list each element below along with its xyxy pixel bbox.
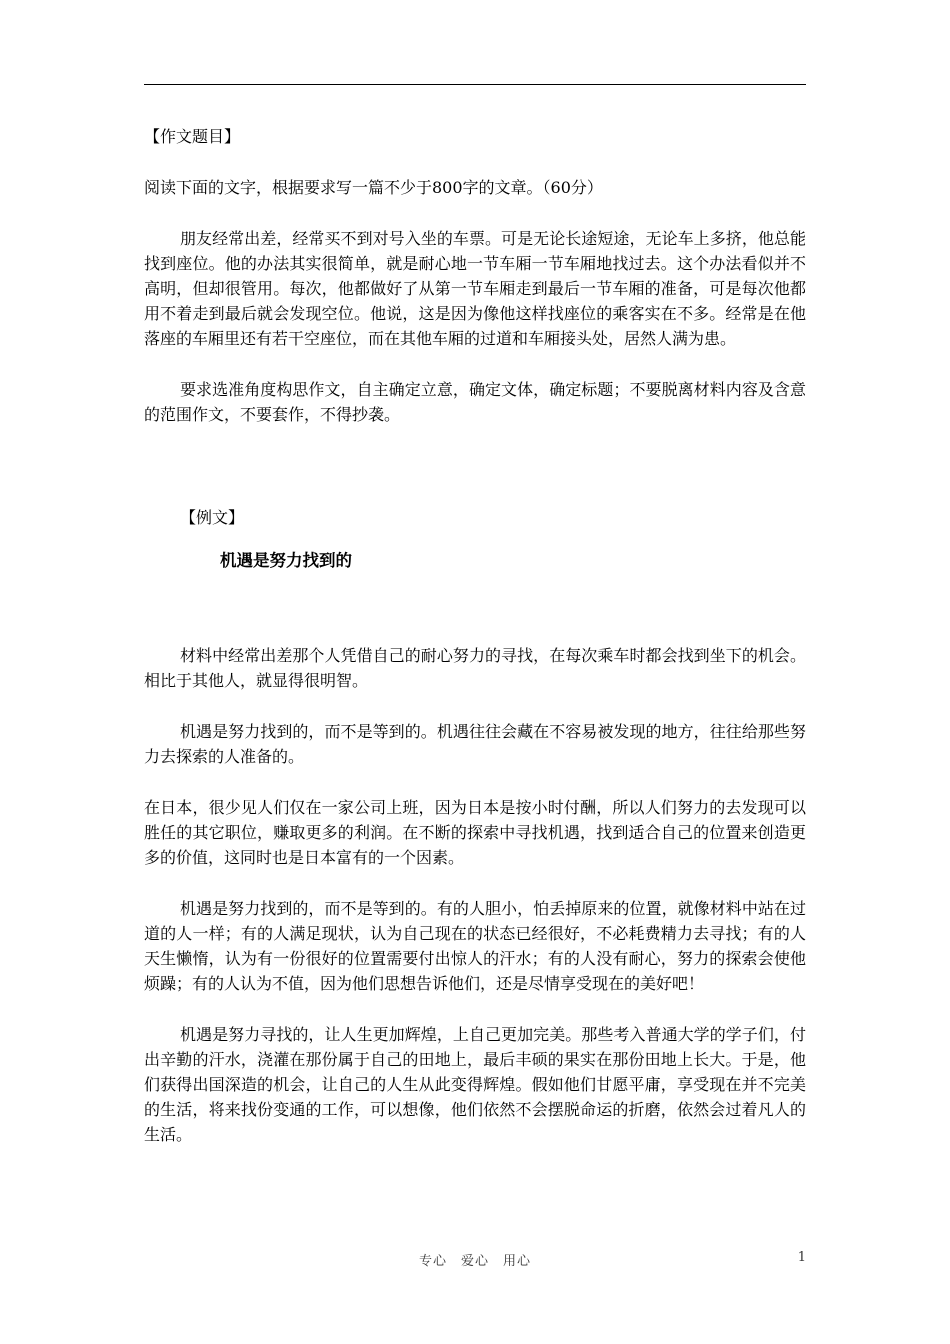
material-paragraph: 朋友经常出差，经常买不到对号入坐的车票。可是无论长途短途，无论车上多挤，他总能找到座位。他的办法其实很简单，就是耐心地一节车厢一节车厢地找过去。这个办法看似并不高明，但却很管用。每次，他都做好了从第一节车厢走到最后一节车厢的准备，可是每次他都用不着走到最后就会发现空位。他说，这是因为像他这样找座位的乘客实在不多。经常是在他落座的车厢里还有若干空座位，而在其他车厢的过道和车厢接头处，居然人满为患。	[144, 229, 806, 348]
document-body	[144, 116, 806, 1147]
requirements-paragraph: 要求选准角度构思作文，自主确定立意，确定文体，确定标题；不要脱离材料内容及含意的范围作文，不要套作，不得抄袭。	[144, 380, 806, 424]
essay-paragraph: 在日本，很少见人们仅在一家公司上班，因为日本是按小时付酬，所以人们努力的去发现可以胜任的其它职位，赚取更多的利润。在不断的探索中寻找机遇，找到适合自己的位置来创造更多的价值，这同时也是日本富有的一个因素。	[144, 798, 806, 867]
task-line: 阅读下面的文字，根据要求写一篇不少于800字的文章。（60分）	[144, 178, 603, 197]
essay-paragraph: 机遇是努力寻找的，让人生更加辉煌，上自己更加完美。那些考入普通大学的学子们，付出辛勤的汗水，浇灌在那份属于自己的田地上，最后丰硕的果实在那份田地上长大。于是，他们获得出国深造的机会，让自己的人生从此变得辉煌。假如他们甘愿平庸，享受现在并不完美的生活，将来找份变通的工作，可以想像，他们依然不会摆脱命运的折磨，依然会过着凡人的生活。	[144, 1025, 806, 1144]
prompt-heading: 【作文题目】	[144, 127, 241, 146]
page-number: 1	[797, 1250, 806, 1265]
essay-title: 机遇是努力找到的	[220, 551, 352, 570]
essay-paragraph: 机遇是努力找到的，而不是等到的。机遇往往会藏在不容易被发现的地方，往往给那些努力去探索的人准备的。	[144, 722, 806, 766]
example-heading: 【例文】	[180, 508, 245, 527]
essay-paragraph: 材料中经常出差那个人凭借自己的耐心努力的寻找，在每次乘车时都会找到坐下的机会。相比于其他人，就显得很明智。	[144, 646, 806, 690]
footer-motto: 专心 爱心 用心	[418, 1254, 531, 1269]
header-rule	[144, 84, 806, 85]
essay-paragraph: 机遇是努力找到的，而不是等到的。有的人胆小，怕丢掉原来的位置，就像材料中站在过道的人一样；有的人满足现状，认为自己现在的状态已经很好，不必耗费精力去寻找；有的人天生懒惰，认为有一份很好的位置需要付出惊人的汗水；有的人没有耐心，努力的探索会使他烦躁；有的人认为不值，因为他们思想告诉他们，还是尽情享受现在的美好吧！	[144, 899, 806, 993]
